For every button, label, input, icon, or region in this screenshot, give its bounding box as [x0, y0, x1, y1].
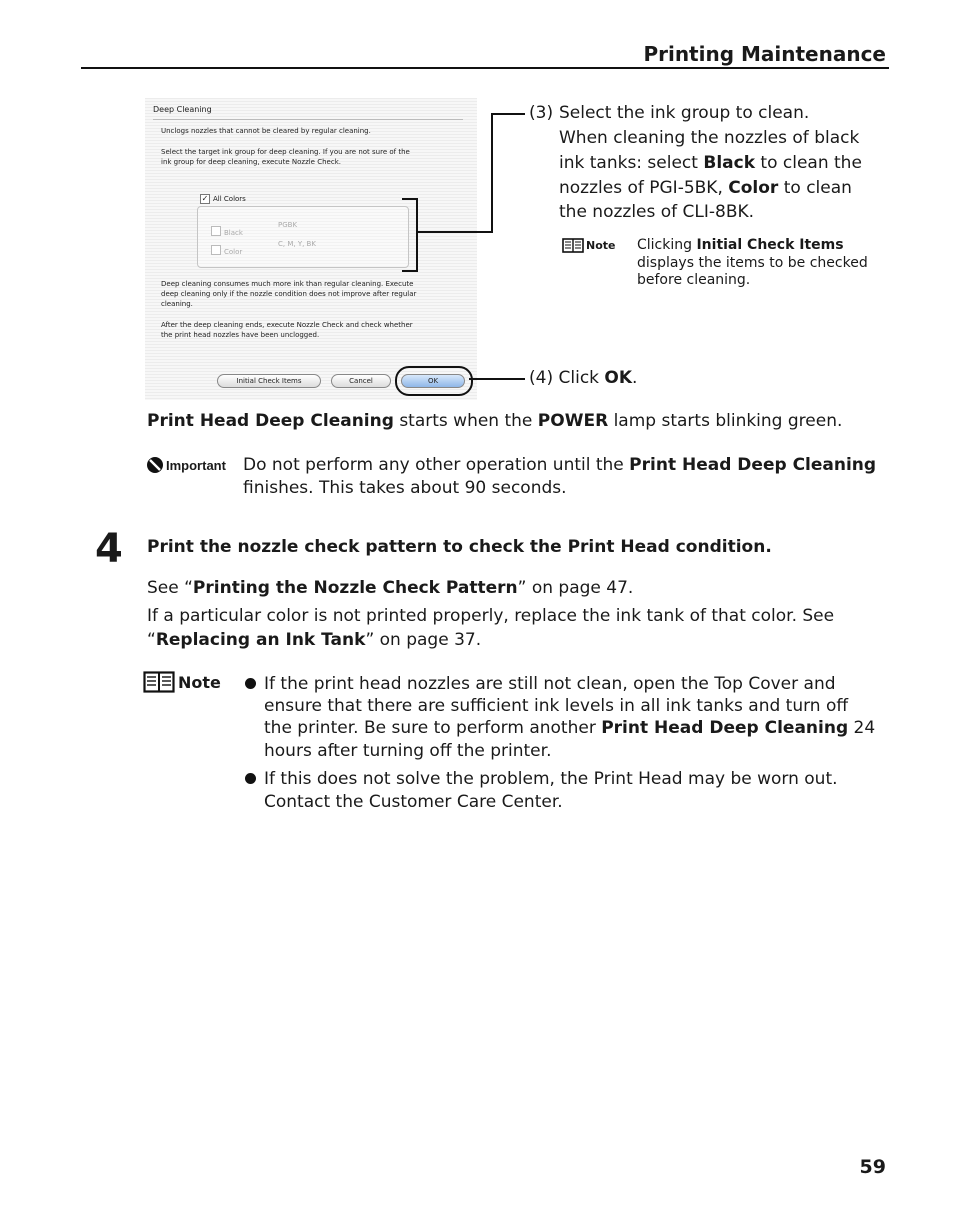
dialog-warning-line-1: Deep cleaning consumes much more ink than regular cleaning. Execute — [161, 280, 414, 288]
step-heading: Print the nozzle check pattern to check the Print Head condition. — [147, 537, 772, 557]
small-note-line-3: before cleaning. — [637, 272, 751, 288]
callout-4: (4) Click OK. — [529, 368, 638, 388]
bracket-bottom — [402, 270, 418, 272]
small-note-line-2: displays the items to be checked — [637, 255, 868, 271]
small-note-label: Note — [586, 239, 616, 252]
note-book-icon — [143, 671, 175, 693]
page-number: 59 — [859, 1156, 886, 1178]
important-line-1: Do not perform any other operation until the Print Head Deep Cleaning — [243, 455, 877, 475]
note-bullet-2-line-1: If this does not solve the problem, the Print Head may be worn out. — [264, 769, 838, 789]
callout-3-line-4: nozzles of PGI-5BK, Color to clean — [559, 178, 852, 198]
color-value: C, M, Y, BK — [278, 240, 316, 248]
callout-line-3-top — [491, 113, 525, 115]
note-book-icon — [562, 238, 584, 253]
dialog-instruction-line-2: ink group for deep cleaning, execute Nozzle Check. — [161, 158, 341, 166]
dialog-instruction-line-1: Select the target ink group for deep cleaning. If you are not sure of the — [161, 148, 410, 156]
note-bullet-2-line-2: Contact the Customer Care Center. — [264, 792, 563, 812]
initial-check-items-term: Initial Check Items — [696, 237, 844, 253]
note-bullet-1-line-3: the printer. Be sure to perform another Print Head Deep Cleaning 24 — [264, 718, 876, 738]
dialog-warning-line-3: cleaning. — [161, 300, 193, 308]
callout-line-4 — [469, 378, 525, 380]
deep-cleaning-dialog — [145, 98, 477, 400]
dialog-title: Deep Cleaning — [153, 105, 212, 114]
dialog-warning-line-2: deep cleaning only if the nozzle condition does not improve after regular — [161, 290, 417, 298]
callout-3-line-2: When cleaning the nozzles of black — [559, 128, 860, 148]
ok-button[interactable]: OK — [401, 374, 465, 388]
bullet-icon — [245, 678, 256, 689]
deep-cleaning-paragraph: Print Head Deep Cleaning starts when the POWER lamp starts blinking green. — [147, 411, 843, 431]
header-rule — [81, 67, 889, 69]
note-bullet-1-line-1: If the print head nozzles are still not clean, open the Top Cover and — [264, 674, 836, 694]
ok-button-highlight — [395, 366, 473, 396]
running-header: Printing Maintenance — [643, 42, 886, 66]
dialog-after-line-2: the print head nozzles have been unclogged. — [161, 331, 320, 339]
important-label: Important — [166, 457, 226, 473]
all-colors-checkbox[interactable] — [200, 194, 246, 204]
callout-line-3-horizontal — [418, 231, 493, 233]
note-badge — [143, 671, 221, 693]
cancel-button[interactable]: Cancel — [331, 374, 391, 388]
black-term: Black — [703, 153, 755, 173]
replace-tank-line-2: “Replacing an Ink Tank” on page 37. — [147, 630, 482, 650]
initial-check-items-button[interactable]: Initial Check Items — [217, 374, 321, 388]
small-note-badge — [562, 238, 615, 253]
callout-3-line-5: the nozzles of CLI-8BK. — [559, 202, 755, 222]
dialog-description: Unclogs nozzles that cannot be cleared by regular cleaning. — [161, 127, 371, 135]
callout-3-number: (3) — [529, 103, 554, 123]
ok-term: OK — [604, 368, 633, 388]
important-badge — [146, 456, 226, 474]
callout-3-line-1: Select the ink group to clean. — [559, 103, 810, 123]
step-number: 4 — [95, 526, 123, 572]
color-term: Color — [728, 178, 779, 198]
bullet-icon — [245, 773, 256, 784]
note-bullet-1-line-4: hours after turning off the printer. — [264, 741, 552, 761]
important-line-2: finishes. This takes about 90 seconds. — [243, 478, 567, 498]
note-label: Note — [178, 672, 221, 692]
color-label: Color — [224, 248, 243, 256]
callout-3-line-3: ink tanks: select Black to clean the — [559, 153, 862, 173]
prohibited-icon — [146, 456, 164, 474]
dialog-separator — [153, 119, 463, 120]
replace-tank-line-1: If a particular color is not printed properly, replace the ink tank of that color. See — [147, 606, 835, 626]
nozzle-check-link: Printing the Nozzle Check Pattern — [192, 578, 518, 598]
black-value: PGBK — [278, 221, 298, 229]
replacing-ink-tank-link: Replacing an Ink Tank — [155, 630, 366, 650]
dialog-after-line-1: After the deep cleaning ends, execute Nozzle Check and check whether — [161, 321, 413, 329]
note-bullet-1-line-2: ensure that there are sufficient ink levels in all ink tanks and turn off — [264, 696, 849, 716]
black-label: Black — [224, 229, 243, 237]
bracket-vertical — [416, 198, 418, 272]
callout-line-3-vertical — [491, 113, 493, 233]
color-checkbox[interactable] — [211, 239, 242, 258]
black-checkbox[interactable] — [211, 220, 243, 239]
checkmark-icon: ✓ — [201, 194, 209, 203]
all-colors-label: All Colors — [213, 195, 246, 203]
see-nozzle-check: See “Printing the Nozzle Check Pattern” on page 47. — [147, 578, 634, 598]
small-note-line-1: Clicking Initial Check Items — [637, 237, 844, 253]
